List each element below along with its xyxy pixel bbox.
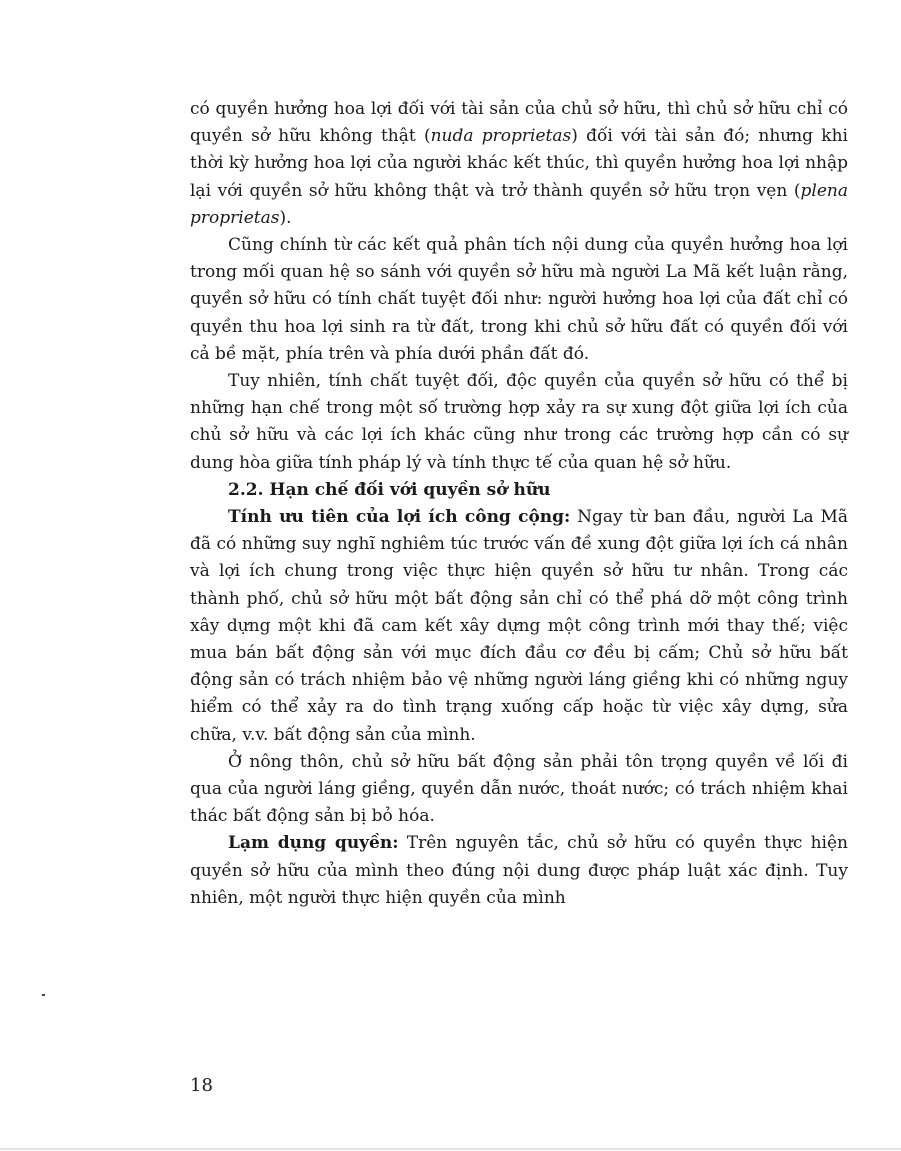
scan-speck — [42, 994, 45, 996]
scan-edge — [0, 1148, 901, 1150]
latin-term: plena proprietas — [190, 180, 848, 228]
paragraph-4: Tính ưu tiên của lợi ích công cộng: Ngay từ ban đầu, người La Mã đã có những suy nghĩ nghiêm túc trước vấn đề xung đột giữa lợi ích cá nhân và lợi ích chung trong việc thực hiện quyền sở hữu tư nhân. Trong các thành phố, chủ sở hữu một bất động sản chỉ có thể phá dỡ một công trình xây dựng một khi đã cam kết xây dựng một công trình mới thay thế; việc mua bán bất động sản với mục đích đầu cơ đều bị cấm; Chủ sở hữu bất động sản có trách nhiệm bảo vệ những người láng giềng khi có những nguy hiểm có thể xảy ra do tình trạng xuống cấp hoặc từ việc xây dựng, sửa chữa, v.v. bất động sản của mình. — [190, 507, 848, 745]
paragraph-2: Cũng chính từ các kết quả phân tích nội dung của quyền hưởng hoa lợi trong mối quan hệ so sánh với quyền sở hữu mà người La Mã kết luận rằng, quyền sở hữu có tính chất tuyệt đối như: người hưởng hoa lợi của đất chỉ có quyền thu hoa lợi sinh ra từ đất, trong khi chủ sở hữu đất có quyền đối với cả bề mặt, phía trên và phía dưới phần đất đó. — [190, 235, 848, 364]
section-heading: 2.2. Hạn chế đối với quyền sở hữu — [228, 479, 551, 500]
page-number: 18 — [190, 1075, 213, 1096]
paragraph-lead: Lạm dụng quyền: — [228, 833, 399, 854]
paragraph-3: Tuy nhiên, tính chất tuyệt đối, độc quyền của quyền sở hữu có thể bị những hạn chế trong một số trường hợp xảy ra sự xung đột giữa lợi ích của chủ sở hữu và các lợi ích khác cũng như trong các trường hợp cần có sự dung hòa giữa tính pháp lý và tính thực tế của quan hệ sở hữu. — [190, 371, 848, 473]
paragraph-6: Lạm dụng quyền: Trên nguyên tắc, chủ sở hữu có quyền thực hiện quyền sở hữu của mình theo đúng nội dung được pháp luật xác định. Tuy nhiên, một người thực hiện quyền của mình — [190, 833, 848, 908]
paragraph-lead: Tính ưu tiên của lợi ích công cộng: — [228, 507, 571, 528]
paragraph-1: có quyền hưởng hoa lợi đối với tài sản của chủ sở hữu, thì chủ sở hữu chỉ có quyền sở hữu không thật (nuda proprietas) đối với tài sản đó; nhưng khi thời kỳ hưởng hoa lợi của người khác kết thúc, thì quyền hưởng hoa lợi nhập lại với quyền sở hữu không thật và trở thành quyền sở hữu trọn vẹn (plena proprietas). — [190, 99, 848, 228]
page-body — [190, 96, 848, 912]
paragraph-5: Ở nông thôn, chủ sở hữu bất động sản phải tôn trọng quyền về lối đi qua của người láng giềng, quyền dẫn nước, thoát nước; có trách nhiệm khai thác bất động sản bị bỏ hóa. — [190, 751, 848, 827]
latin-term: nuda proprietas — [430, 126, 572, 147]
